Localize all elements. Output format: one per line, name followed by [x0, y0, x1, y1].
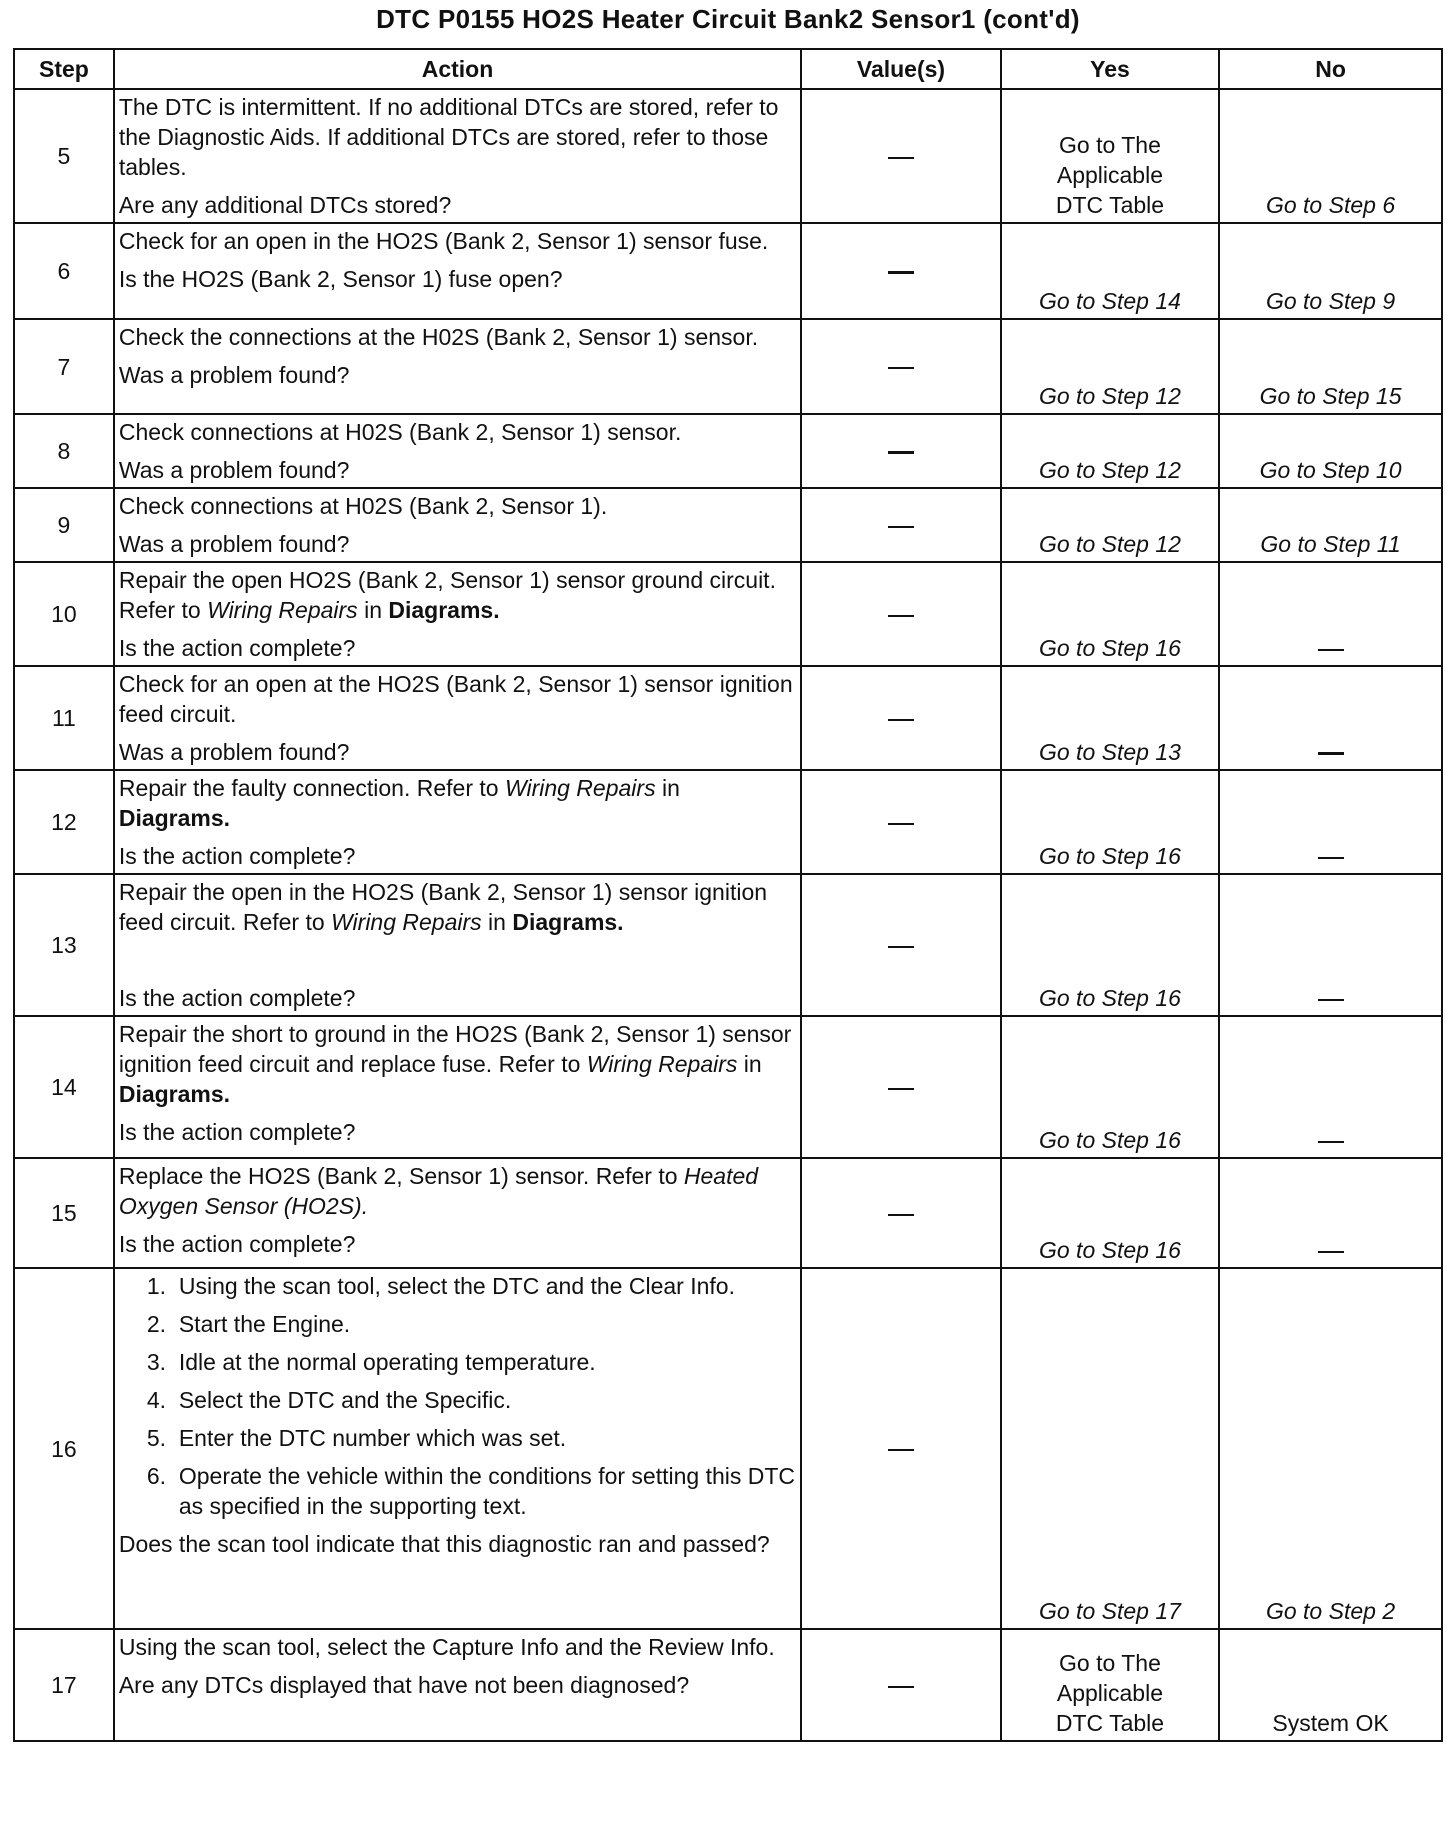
no-cell: Go to Step 9: [1219, 223, 1442, 319]
value-cell: [801, 666, 1001, 770]
action-cell: [114, 319, 801, 414]
no-cell: Go to Step 10: [1219, 414, 1442, 488]
action-question: Is the action complete?: [118, 635, 356, 661]
dash-mark: [888, 719, 914, 721]
header-row: [14, 49, 1442, 89]
yes-line: DTC Table: [1055, 1710, 1165, 1736]
dash-mark: [1318, 1251, 1344, 1253]
list-item: 6. Operate the vehicle within the conditions for setting this DTC as specified in the supporting text.: [146, 1463, 796, 1519]
action-question: Is the action complete?: [118, 985, 356, 1011]
step-number: 9: [14, 488, 114, 562]
table-row: [14, 1268, 1442, 1629]
step-number: 11: [14, 666, 114, 770]
no-cell: Go to Step 2: [1219, 1268, 1442, 1629]
dash-mark: [1318, 1141, 1344, 1143]
action-question: Does the scan tool indicate that this diagnostic ran and passed?: [118, 1531, 770, 1557]
action-question: Is the HO2S (Bank 2, Sensor 1) fuse open?: [118, 266, 563, 292]
action-cell: [114, 89, 801, 223]
step-number: 6: [14, 223, 114, 319]
dash-mark: [888, 1088, 914, 1090]
action-text: Check the connections at the H02S (Bank 2, Sensor 1) sensor.: [118, 324, 759, 350]
dash-mark: [1318, 752, 1344, 755]
action-text: Repair the short to ground in the HO2S (Bank 2, Sensor 1) sensor ignition feed circuit and replace fuse. Refer to Wiring Repairs in Diagrams.: [118, 1021, 792, 1107]
table-row: [14, 223, 1442, 319]
no-cell: [1219, 1016, 1442, 1158]
dash-mark: [888, 367, 914, 369]
header-yes: Yes: [1001, 49, 1219, 89]
list-item: 1. Using the scan tool, select the DTC and the Clear Info.: [146, 1273, 735, 1299]
yes-cell: Go to Step 16: [1001, 874, 1219, 1016]
value-cell: [801, 874, 1001, 1016]
header-no: No: [1219, 49, 1442, 89]
list-item: 4. Select the DTC and the Specific.: [146, 1387, 512, 1413]
yes-cell: Go to Step 12: [1001, 414, 1219, 488]
action-question: Is the action complete?: [118, 1119, 356, 1145]
header-action: Action: [114, 49, 801, 89]
yes-cell: [1001, 89, 1219, 223]
action-question: Are any additional DTCs stored?: [118, 192, 452, 218]
action-text: The DTC is intermittent. If no additional DTCs are stored, refer to the Diagnostic Aids. If additional DTCs are stored, refer to those tables.: [118, 94, 779, 180]
value-cell: [801, 414, 1001, 488]
action-question: Is the action complete?: [118, 843, 356, 869]
yes-cell: Go to Step 16: [1001, 1158, 1219, 1268]
value-cell: [801, 488, 1001, 562]
step-number: 10: [14, 562, 114, 666]
table-row: [14, 89, 1442, 223]
step-number: 15: [14, 1158, 114, 1268]
action-question: Is the action complete?: [118, 1231, 356, 1257]
step-number: 14: [14, 1016, 114, 1158]
page-title: DTC P0155 HO2S Heater Circuit Bank2 Sensor1 (cont'd): [376, 4, 1080, 34]
table-row: [14, 319, 1442, 414]
dash-mark: [888, 157, 914, 159]
step-number: 17: [14, 1629, 114, 1741]
table-row: [14, 414, 1442, 488]
table-row: [14, 770, 1442, 874]
action-text: Check connections at H02S (Bank 2, Sensor 1) sensor.: [118, 419, 682, 445]
step-number: 5: [14, 89, 114, 223]
action-cell: [114, 414, 801, 488]
yes-cell: Go to Step 12: [1001, 319, 1219, 414]
no-cell: Go to Step 6: [1219, 89, 1442, 223]
action-cell: [114, 562, 801, 666]
action-question: Was a problem found?: [118, 739, 350, 765]
action-cell: [114, 1016, 801, 1158]
action-cell: [114, 1268, 801, 1629]
dash-mark: [1318, 649, 1344, 651]
action-text: Repair the open HO2S (Bank 2, Sensor 1) sensor ground circuit. Refer to Wiring Repairs in Diagrams.: [118, 567, 776, 623]
step-number: 8: [14, 414, 114, 488]
no-cell: [1219, 666, 1442, 770]
action-text: Check for an open at the HO2S (Bank 2, Sensor 1) sensor ignition feed circuit.: [118, 671, 793, 727]
yes-cell: Go to Step 17: [1001, 1268, 1219, 1629]
action-question: Was a problem found?: [118, 531, 350, 557]
table-row: [14, 1629, 1442, 1741]
action-text: Check connections at H02S (Bank 2, Sensor 1).: [118, 493, 608, 519]
value-cell: [801, 319, 1001, 414]
list-item: 5. Enter the DTC number which was set.: [146, 1425, 567, 1451]
yes-cell: Go to Step 13: [1001, 666, 1219, 770]
value-cell: [801, 223, 1001, 319]
step-number: 16: [14, 1268, 114, 1629]
no-cell: Go to Step 15: [1219, 319, 1442, 414]
yes-cell: Go to Step 16: [1001, 1016, 1219, 1158]
value-cell: [801, 1158, 1001, 1268]
dash-mark: [888, 271, 914, 274]
no-cell: Go to Step 11: [1219, 488, 1442, 562]
table-row: [14, 666, 1442, 770]
value-cell: [801, 1629, 1001, 1741]
action-cell: [114, 874, 801, 1016]
table-row: [14, 1158, 1442, 1268]
dash-mark: [888, 526, 914, 528]
header-values: Value(s): [801, 49, 1001, 89]
list-item: 2. Start the Engine.: [146, 1311, 351, 1337]
action-cell: [114, 666, 801, 770]
action-question: Was a problem found?: [118, 362, 350, 388]
dash-mark: [888, 615, 914, 617]
yes-cell: Go to Step 16: [1001, 770, 1219, 874]
action-cell: [114, 1158, 801, 1268]
dash-mark: [888, 1449, 914, 1451]
yes-cell: Go to Step 12: [1001, 488, 1219, 562]
yes-line: DTC Table: [1055, 192, 1165, 218]
action-question: Was a problem found?: [118, 457, 350, 483]
action-question: Are any DTCs displayed that have not been diagnosed?: [118, 1672, 690, 1698]
step-number: 12: [14, 770, 114, 874]
no-cell: [1219, 1158, 1442, 1268]
dash-mark: [1318, 999, 1344, 1001]
no-cell: [1219, 770, 1442, 874]
value-cell: [801, 770, 1001, 874]
action-text: Using the scan tool, select the Capture Info and the Review Info.: [118, 1634, 775, 1660]
table-row: [14, 562, 1442, 666]
action-text: Repair the faulty connection. Refer to Wiring Repairs in Diagrams.: [118, 775, 680, 831]
header-step: Step: [14, 49, 114, 89]
action-cell: [114, 223, 801, 319]
yes-line: Go to The: [1059, 1650, 1161, 1676]
yes-cell: Go to Step 14: [1001, 223, 1219, 319]
no-cell: [1219, 874, 1442, 1016]
dtc-table: [13, 48, 1443, 1742]
action-cell: [114, 1629, 801, 1741]
yes-cell: Go to Step 16: [1001, 562, 1219, 666]
action-text: Check for an open in the HO2S (Bank 2, Sensor 1) sensor fuse.: [118, 228, 769, 254]
dash-mark: [888, 823, 914, 825]
no-cell: [1219, 562, 1442, 666]
dash-mark: [888, 946, 914, 948]
yes-line: Applicable: [1056, 1680, 1164, 1706]
dash-mark: [888, 1686, 914, 1688]
action-cell: [114, 488, 801, 562]
value-cell: [801, 1016, 1001, 1158]
list-item: 3. Idle at the normal operating temperature.: [146, 1349, 596, 1375]
dash-mark: [888, 451, 914, 454]
action-text: Replace the HO2S (Bank 2, Sensor 1) sensor. Refer to Heated Oxygen Sensor (HO2S).: [118, 1163, 759, 1219]
table-row: [14, 1016, 1442, 1158]
action-text: Repair the open in the HO2S (Bank 2, Sensor 1) sensor ignition feed circuit. Refer to Wiring Repairs in Diagrams.: [118, 879, 768, 935]
dash-mark: [1318, 857, 1344, 859]
table-row: [14, 874, 1442, 1016]
yes-line: Applicable: [1056, 162, 1164, 188]
step-number: 7: [14, 319, 114, 414]
action-cell: [114, 770, 801, 874]
dash-mark: [888, 1214, 914, 1216]
step-number: 13: [14, 874, 114, 1016]
value-cell: [801, 562, 1001, 666]
yes-line: Go to The: [1059, 132, 1161, 158]
value-cell: [801, 1268, 1001, 1629]
procedure-list: [119, 1271, 796, 1521]
no-cell: System OK: [1219, 1629, 1442, 1741]
value-cell: [801, 89, 1001, 223]
yes-cell: [1001, 1629, 1219, 1741]
table-row: [14, 488, 1442, 562]
